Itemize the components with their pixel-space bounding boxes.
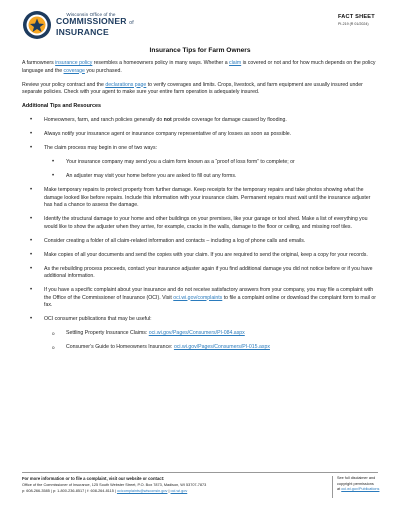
sub-list-item: • An adjuster may visit your home before you are asked to fill out any forms.	[44, 173, 378, 181]
list-item: • As the rebuilding process proceeds, contact your insurance adjuster again if you find additional damage you did not notice before or if you have additional information.	[22, 266, 378, 281]
org-line3: INSURANCE	[56, 27, 109, 37]
list-item: • Homeowners, farm, and ranch policies generally do not provide coverage for damage caused by flooding.	[22, 117, 378, 125]
intro-paragraph-2: Review your policy contract and the declarations page to verify coverages and limits. Crops, livestock, and farm equipment are usually insured under separate policies. Check with your agent to make sure your entire farm operation is adequately insured.	[22, 81, 363, 95]
link-complaints[interactable]: oci.wi.gov/complaints	[173, 294, 223, 301]
link-website[interactable]: oci.wi.gov	[170, 489, 188, 493]
list-item: • Consider creating a folder of all claim-related information and contacts – including a log of phone calls and emails.	[22, 238, 378, 246]
tips-list	[22, 117, 378, 352]
org-line1: Wisconsin Office of the	[66, 12, 116, 17]
oci-logo	[56, 12, 176, 37]
footer-contact	[22, 476, 327, 494]
link-email[interactable]: ocicomplaints@wisconsin.gov	[116, 489, 168, 493]
wisconsin-seal-icon	[22, 10, 52, 40]
footer-address: Office of the Commissioner of Insurance, 125 South Webster Street, P.O. Box 7873, Madison, WI 53707-7873	[22, 483, 207, 487]
main-content	[22, 60, 378, 358]
sub-list-item: o Settling Property Insurance Claims: oci.wi.gov/Pages/Consumers/PI-084.aspx	[44, 330, 378, 338]
doc-type: FACT SHEET	[338, 14, 375, 20]
link-declarations-page[interactable]: declarations page	[105, 81, 147, 88]
page-title: Insurance Tips for Farm Owners	[149, 47, 251, 54]
link-coverage[interactable]: coverage	[63, 67, 85, 74]
org-line2: COMMISSIONER of	[56, 16, 134, 26]
intro-paragraph-1: A farmowners insurance policy resembles a homeowners policy in many ways. Whether a claim is covered or not and for how much depends on the policy language and the coverage you purchased.	[22, 60, 376, 74]
list-item: • Identify the structural damage to your home and other buildings on your premises, like your garage or tool shed. Make a list of everything you would like to show the adjuster when they arrive, for example, cracks in the walls, damage to the floor or ceiling, and missing roof tiles.	[22, 216, 378, 231]
fact-sheet-label	[338, 14, 378, 26]
list-item: • Make copies of all your documents and send the copies with your claim. If you are required to send the original, keep a copy for your records.	[22, 252, 378, 260]
link-pi-015[interactable]: oci.wi.gov/Pages/Consumers/PI-015.aspx	[173, 344, 270, 350]
list-item: • OCI consumer publications that may be useful: o Settling Property Insurance Claims: oci.wi.gov/Pages/Consumers/PI-084.aspx o Consumer’s Guide to Homeowners Insurance: oci.wi.gov/Pages/Consumers/PI-015.aspx	[22, 316, 378, 352]
doc-number: PI-219 (R 01/2024)	[338, 22, 369, 26]
list-item: • If you have a specific complaint about your insurance and do not receive satisfactory answers from your company, you may file a complaint with the Office of the Commissioner of Insurance (OCI). Visit oci.wi.gov/complaints to file a complaint online or download the complaint form to mail or fax.	[22, 287, 378, 310]
publications-list	[44, 330, 378, 352]
section-heading: Additional Tips and Resources	[22, 103, 101, 109]
link-insurance-policy[interactable]: insurance policy	[55, 60, 93, 66]
footer-disclaimer: See full disclaimer and copyright permissions at oci.wi.gov/Publications	[337, 476, 380, 491]
footer-vertical-divider	[332, 476, 333, 498]
sub-list-item: o Consumer’s Guide to Homeowners Insurance: oci.wi.gov/Pages/Consumers/PI-015.aspx	[44, 344, 378, 352]
link-claim[interactable]: claim	[229, 60, 242, 66]
list-item: • The claim process may begin in one of two ways: • Your insurance company may send you a claim form known as a “proof of loss form” to complete; or • An adjuster may visit your home before you are asked to fill out any forms.	[22, 145, 378, 181]
header	[22, 10, 378, 42]
sub-list	[44, 159, 378, 181]
link-publications[interactable]: oci.wi.gov/Publications	[341, 487, 380, 491]
list-item: • Always notify your insurance agent or insurance company representative of any losses as soon as possible.	[22, 131, 378, 139]
sub-list-item: • Your insurance company may send you a claim form known as a “proof of loss form” to complete; or	[44, 159, 378, 167]
list-item: • Make temporary repairs to protect property from further damage. Keep receipts for the temporary repairs and take photos showing what the damage looked like before repairs. Include this information with your insurance claim. Permanent repairs must wait until the insurance adjuster has had a chance to assess the damage.	[22, 187, 378, 210]
link-pi-084[interactable]: oci.wi.gov/Pages/Consumers/PI-084.aspx	[148, 330, 245, 336]
footer-phones: p: 608-266-3585 | p: 1-800-236-8517 | f: 608-264-8115 | ocicomplaints@wisconsin.gov | oci.wi.gov	[22, 489, 188, 493]
footer-heading: For more information or to file a complaint, visit our website or contact:	[22, 476, 165, 481]
footer-divider-line	[22, 472, 378, 473]
